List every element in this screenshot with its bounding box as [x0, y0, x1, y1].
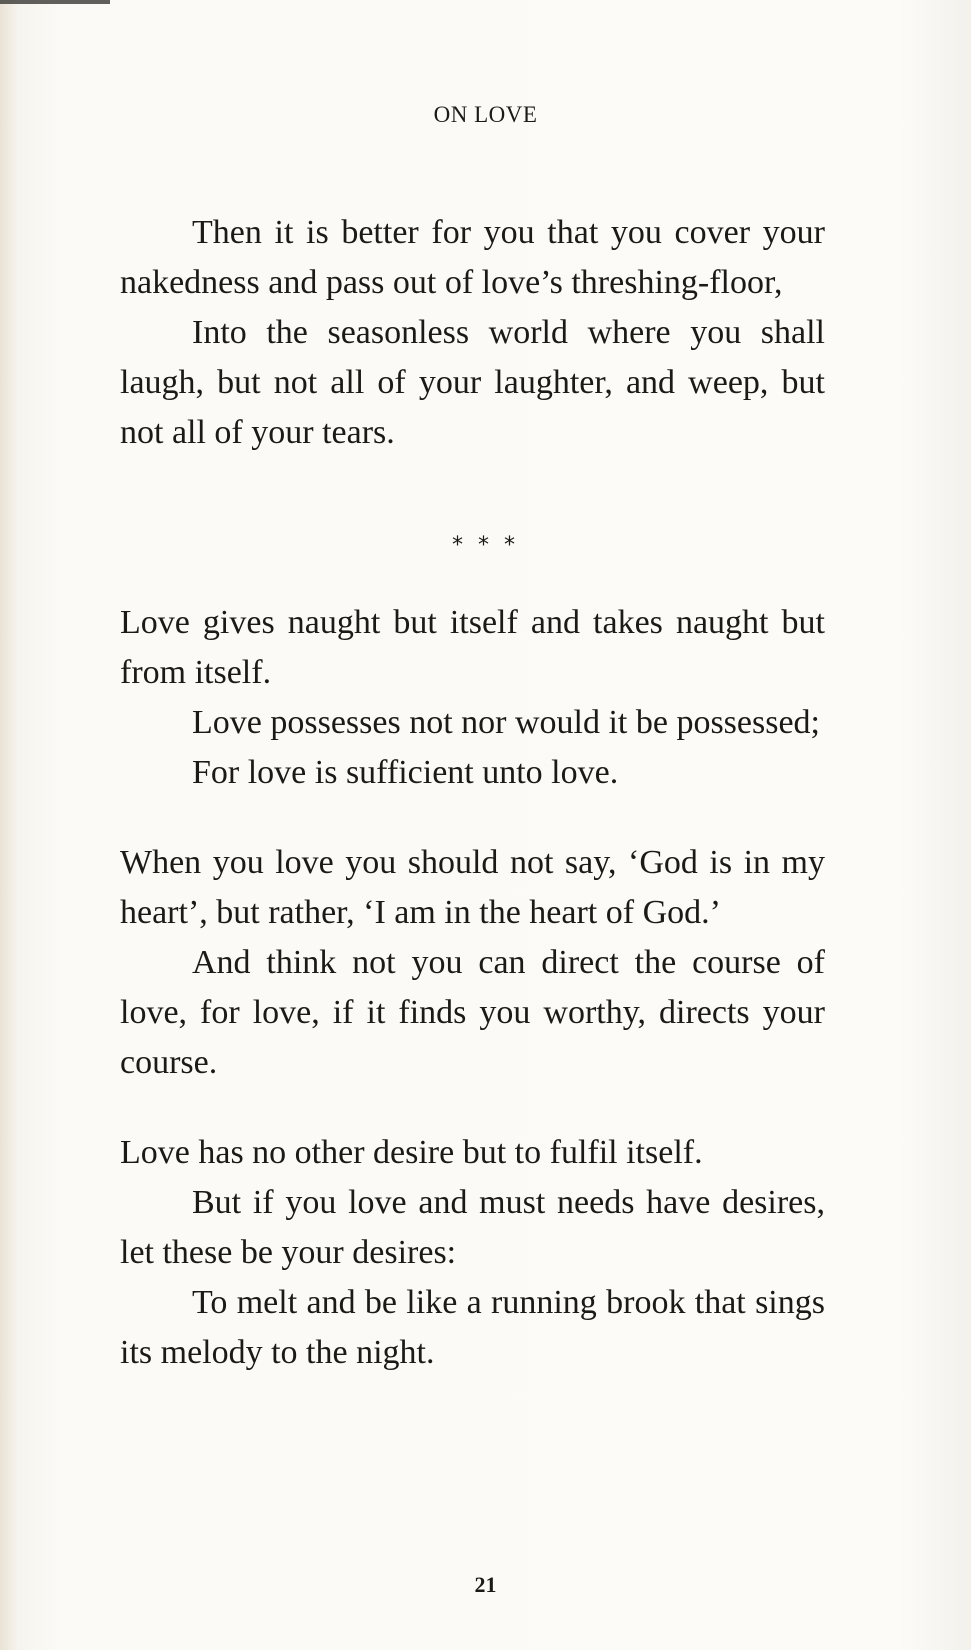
section-2: [120, 598, 825, 798]
paragraph: For love is sufficient unto love.: [192, 754, 619, 791]
section-break: * * *: [452, 533, 519, 558]
paragraph: To melt and be like a running brook that sings its melody to the night.: [120, 1284, 825, 1371]
page-edge-shadow: [0, 0, 110, 4]
page-number: 21: [474, 1572, 497, 1597]
section-3: [120, 838, 825, 1088]
paragraph: When you love you should not say, ‘God is in my heart’, but rather, ‘I am in the heart of God.’: [120, 844, 825, 931]
paragraph: Into the seasonless world where you shall laugh, but not all of your laughter, and weep, but not all of your tears.: [120, 314, 825, 451]
section-4: [120, 1128, 825, 1378]
paragraph: Love possesses not nor would it be possessed;: [192, 704, 821, 741]
paragraph: Love gives naught but itself and takes naught but from itself.: [120, 604, 825, 691]
paragraph: But if you love and must needs have desires, let these be your desires:: [120, 1184, 825, 1271]
paragraph: Love has no other desire but to fulfil itself.: [120, 1134, 703, 1171]
paragraph: Then it is better for you that you cover your nakedness and pass out of love’s threshing-floor,: [120, 214, 825, 301]
section-1: [120, 208, 825, 458]
paragraph: And think not you can direct the course of love, for love, if it finds you worthy, directs your course.: [120, 944, 825, 1081]
running-head: ON LOVE: [433, 102, 538, 127]
